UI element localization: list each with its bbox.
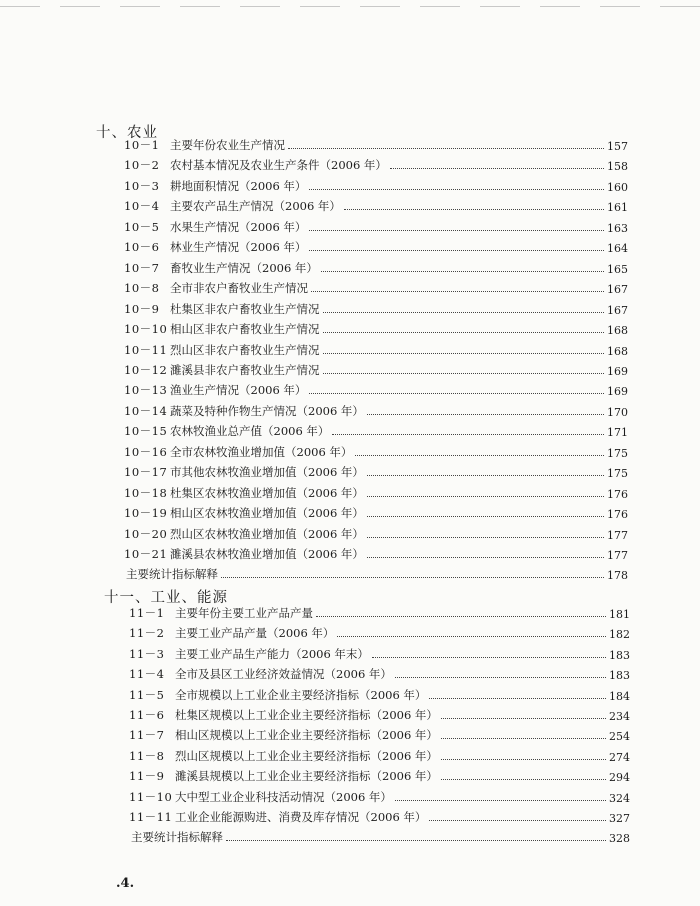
toc-entry-page: 167 [607, 303, 628, 317]
toc-entry-number: 10－16 [124, 444, 168, 459]
dot-leader [309, 189, 604, 190]
toc-entry-page: 181 [609, 608, 630, 621]
toc-entry[interactable] [129, 767, 630, 784]
toc-entry-number: 11－2 [129, 626, 165, 641]
toc-entry[interactable] [124, 484, 628, 501]
toc-entry-title: 全市农林牧渔业增加值（2006 年） [170, 444, 353, 459]
toc-entry-title: 大中型工业企业科技活动情况（2006 年） [175, 789, 392, 804]
toc-entry[interactable] [124, 443, 628, 460]
toc-entry-page: 176 [607, 508, 628, 522]
toc-entry-number: 10－12 [124, 362, 168, 377]
toc-entry[interactable] [131, 828, 630, 845]
toc-entry-page: 324 [609, 791, 630, 805]
toc-entry-number: 10－20 [124, 526, 168, 541]
dot-leader [332, 434, 604, 435]
toc-entry-page: 178 [607, 569, 628, 583]
toc-entry-number: 11－5 [129, 687, 165, 702]
toc-entry-page: 254 [609, 730, 630, 744]
toc-entry-number: 10－7 [124, 260, 160, 275]
dot-leader [288, 148, 604, 149]
dot-leader [441, 759, 606, 760]
toc-entry-title: 主要工业产品生产能力（2006 年末） [175, 646, 369, 661]
toc-entry-page: 163 [607, 221, 628, 235]
toc-entry[interactable] [126, 565, 628, 582]
toc-entry[interactable] [129, 808, 630, 825]
toc-entry-title: 烈山区规模以上工业企业主要经济指标（2006 年） [175, 748, 438, 763]
dot-leader [355, 455, 604, 456]
dot-leader [367, 475, 604, 476]
toc-entry-number: 10－6 [124, 240, 160, 255]
toc-entry[interactable] [129, 624, 630, 641]
toc-entry-number: 10－4 [124, 199, 160, 214]
toc-entry-title: 濉溪县农林牧渔业增加值（2006 年） [170, 547, 364, 561]
dot-leader [323, 332, 605, 333]
toc-entry[interactable] [124, 136, 628, 153]
dot-leader [395, 677, 606, 678]
toc-entry[interactable] [129, 645, 630, 662]
toc-entry-page: 165 [607, 262, 628, 276]
toc-entry[interactable] [124, 381, 628, 398]
toc-entry-title: 畜牧业生产情况（2006 年） [170, 260, 318, 275]
toc-entry[interactable] [124, 320, 628, 337]
toc-entry-page: 177 [607, 549, 628, 562]
toc-entry-page: 274 [609, 750, 630, 764]
toc-entry-title: 主要年份主要工业产品产量 [175, 606, 313, 620]
toc-entry-title: 主要年份农业生产情况 [170, 138, 285, 152]
dot-leader [390, 168, 604, 169]
toc-entry-page: 164 [607, 242, 628, 256]
toc-entry-number: 11－10 [129, 789, 173, 804]
dot-leader [323, 353, 605, 354]
toc-entry-page: 169 [607, 364, 628, 378]
toc-entry[interactable] [124, 402, 628, 419]
toc-entry[interactable] [129, 665, 630, 682]
toc-entry[interactable] [124, 156, 628, 173]
toc-entry-page: 327 [609, 812, 630, 825]
page-number: .4. [116, 876, 135, 891]
toc-entry-page: 167 [607, 283, 628, 297]
toc-entry[interactable] [124, 422, 628, 439]
dot-leader [441, 779, 606, 780]
toc-entry-title: 农村基本情况及农业生产条件（2006 年） [170, 158, 387, 173]
toc-entry-title: 相山区非农户畜牧业生产情况 [170, 322, 320, 337]
toc-entry-page: 157 [607, 140, 628, 153]
toc-entry-number: 10－19 [124, 506, 168, 521]
toc-entry[interactable] [124, 525, 628, 542]
toc-entry-number: 11－9 [129, 769, 165, 784]
dot-leader [226, 840, 606, 841]
toc-entry-number: 11－4 [129, 667, 165, 682]
dot-leader [429, 698, 606, 699]
toc-entry-page: 170 [607, 405, 628, 419]
toc-entry[interactable] [129, 788, 630, 805]
toc-entry-title: 主要统计指标解释 [131, 830, 223, 845]
toc-entry-page: 160 [607, 180, 628, 194]
scan-top-rule [0, 6, 700, 7]
toc-entry[interactable] [124, 279, 628, 296]
toc-entry-page: 175 [607, 446, 628, 460]
toc-entry-number: 10－17 [124, 465, 168, 480]
toc-entry[interactable] [124, 361, 628, 378]
toc-entry-number: 10－21 [124, 547, 168, 561]
toc-entry-page: 184 [609, 689, 630, 703]
toc-entry-page: 234 [609, 710, 630, 723]
toc-entry-title: 全市及县区工业经济效益情况（2006 年） [175, 667, 392, 682]
toc-entry[interactable] [129, 726, 630, 743]
toc-entry-title: 相山区农林牧渔业增加值（2006 年） [170, 506, 364, 521]
toc-entry-number: 10－9 [124, 301, 160, 316]
toc-entry-number: 11－8 [129, 748, 165, 763]
dot-leader [367, 516, 604, 517]
toc-entry-title: 水果生产情况（2006 年） [170, 219, 307, 234]
toc-entry-title: 杜集区规模以上工业企业主要经济指标（2006 年） [175, 708, 438, 722]
toc-entry-page: 328 [609, 832, 630, 846]
toc-entry-title: 烈山区农林牧渔业增加值（2006 年） [170, 526, 364, 541]
toc-entry-number: 11－6 [129, 708, 165, 722]
dot-leader [395, 800, 606, 801]
toc-entry-page: 168 [607, 344, 628, 358]
toc-entry-title: 全市非农户畜牧业生产情况 [170, 281, 308, 296]
dot-leader [429, 820, 606, 821]
dot-leader [323, 312, 605, 313]
dot-leader [367, 496, 604, 497]
toc-entry-title: 渔业生产情况（2006 年） [170, 383, 307, 398]
dot-leader [316, 616, 606, 617]
toc-entry[interactable] [124, 259, 628, 276]
toc-entry-title: 农林牧渔业总产值（2006 年） [170, 424, 330, 439]
toc-entry-title: 蔬菜及特种作物生产情况（2006 年） [170, 403, 364, 418]
toc-entry[interactable] [124, 177, 628, 194]
toc-entry-number: 11－1 [129, 606, 165, 620]
toc-entry-page: 177 [607, 528, 628, 542]
toc-entry-title: 烈山区非农户畜牧业生产情况 [170, 342, 320, 357]
toc-entry-title: 耕地面积情况（2006 年） [170, 178, 307, 193]
toc-entry-page: 175 [607, 467, 628, 481]
toc-entry[interactable] [124, 463, 628, 480]
dot-leader [367, 537, 604, 538]
toc-entry-number: 10－13 [124, 383, 168, 398]
toc-entry-title: 市其他农林牧渔业增加值（2006 年） [170, 465, 364, 480]
toc-entry-page: 158 [607, 160, 628, 174]
toc-entry-title: 杜集区农林牧渔业增加值（2006 年） [170, 485, 364, 500]
toc-entry-page: 183 [609, 648, 630, 662]
toc-entry-number: 11－11 [129, 810, 173, 824]
toc-entry-title: 主要农产品生产情况（2006 年） [170, 199, 341, 214]
toc-entry-number: 10－8 [124, 281, 160, 296]
toc-entry-number: 10－3 [124, 178, 160, 193]
toc-entry-number: 10－1 [124, 138, 160, 152]
toc-entry-number: 11－3 [129, 646, 165, 661]
toc-entry[interactable] [124, 238, 628, 255]
toc-entry-number: 10－5 [124, 219, 160, 234]
toc-entry-page: 161 [607, 201, 628, 215]
dot-leader [367, 557, 604, 558]
section-title-agriculture: 十、农业 [96, 125, 158, 141]
dot-leader [309, 250, 604, 251]
toc-entry[interactable] [129, 604, 630, 621]
toc-entry[interactable] [124, 341, 628, 358]
toc-entry-title: 林业生产情况（2006 年） [170, 240, 307, 255]
toc-entry-title: 濉溪县非农户畜牧业生产情况 [170, 362, 320, 377]
toc-entry[interactable] [129, 747, 630, 764]
section-title-industry-energy: 十一、工业、能源 [104, 590, 228, 606]
dot-leader [367, 414, 604, 415]
dot-leader [337, 636, 606, 637]
toc-entry-page: 168 [607, 324, 628, 338]
dot-leader [309, 393, 604, 394]
dot-leader [323, 373, 605, 374]
toc-entry-title: 主要工业产品产量（2006 年） [175, 626, 335, 641]
toc-entry-number: 10－14 [124, 403, 168, 418]
dot-leader [321, 271, 604, 272]
dot-leader [372, 657, 606, 658]
dot-leader [344, 209, 604, 210]
dot-leader [311, 291, 604, 292]
toc-entry-page: 176 [607, 487, 628, 501]
dot-leader [221, 577, 604, 578]
toc-entry-number: 11－7 [129, 728, 165, 743]
toc-entry-number: 10－10 [124, 322, 168, 337]
toc-entry-page: 182 [609, 628, 630, 642]
toc-entry-title: 濉溪县规模以上工业企业主要经济指标（2006 年） [175, 769, 438, 784]
toc-entry-page: 294 [609, 771, 630, 785]
toc-entry-number: 10－2 [124, 158, 160, 173]
toc-entry-title: 工业企业能源购进、消费及库存情况（2006 年） [175, 810, 427, 824]
toc-entry-page: 183 [609, 669, 630, 683]
dot-leader [441, 738, 606, 739]
toc-entry[interactable] [124, 300, 628, 317]
toc-entry-title: 主要统计指标解释 [126, 567, 218, 582]
toc-entry[interactable] [124, 197, 628, 214]
toc-entry-title: 杜集区非农户畜牧业生产情况 [170, 301, 320, 316]
toc-entry[interactable] [124, 218, 628, 235]
toc-entry-title: 相山区规模以上工业企业主要经济指标（2006 年） [175, 728, 438, 743]
toc-entry-page: 169 [607, 385, 628, 399]
toc-entry[interactable] [129, 686, 630, 703]
toc-entry[interactable] [124, 504, 628, 521]
dot-leader [309, 230, 604, 231]
toc-entry[interactable] [124, 545, 628, 562]
toc-entry-page: 171 [607, 426, 628, 440]
dot-leader [441, 718, 606, 719]
toc-entry-number: 10－15 [124, 424, 168, 439]
toc-entry-number: 10－18 [124, 485, 168, 500]
toc-entry-title: 全市规模以上工业企业主要经济指标（2006 年） [175, 687, 427, 702]
toc-entry[interactable] [129, 706, 630, 723]
toc-entry-number: 10－11 [124, 342, 168, 357]
